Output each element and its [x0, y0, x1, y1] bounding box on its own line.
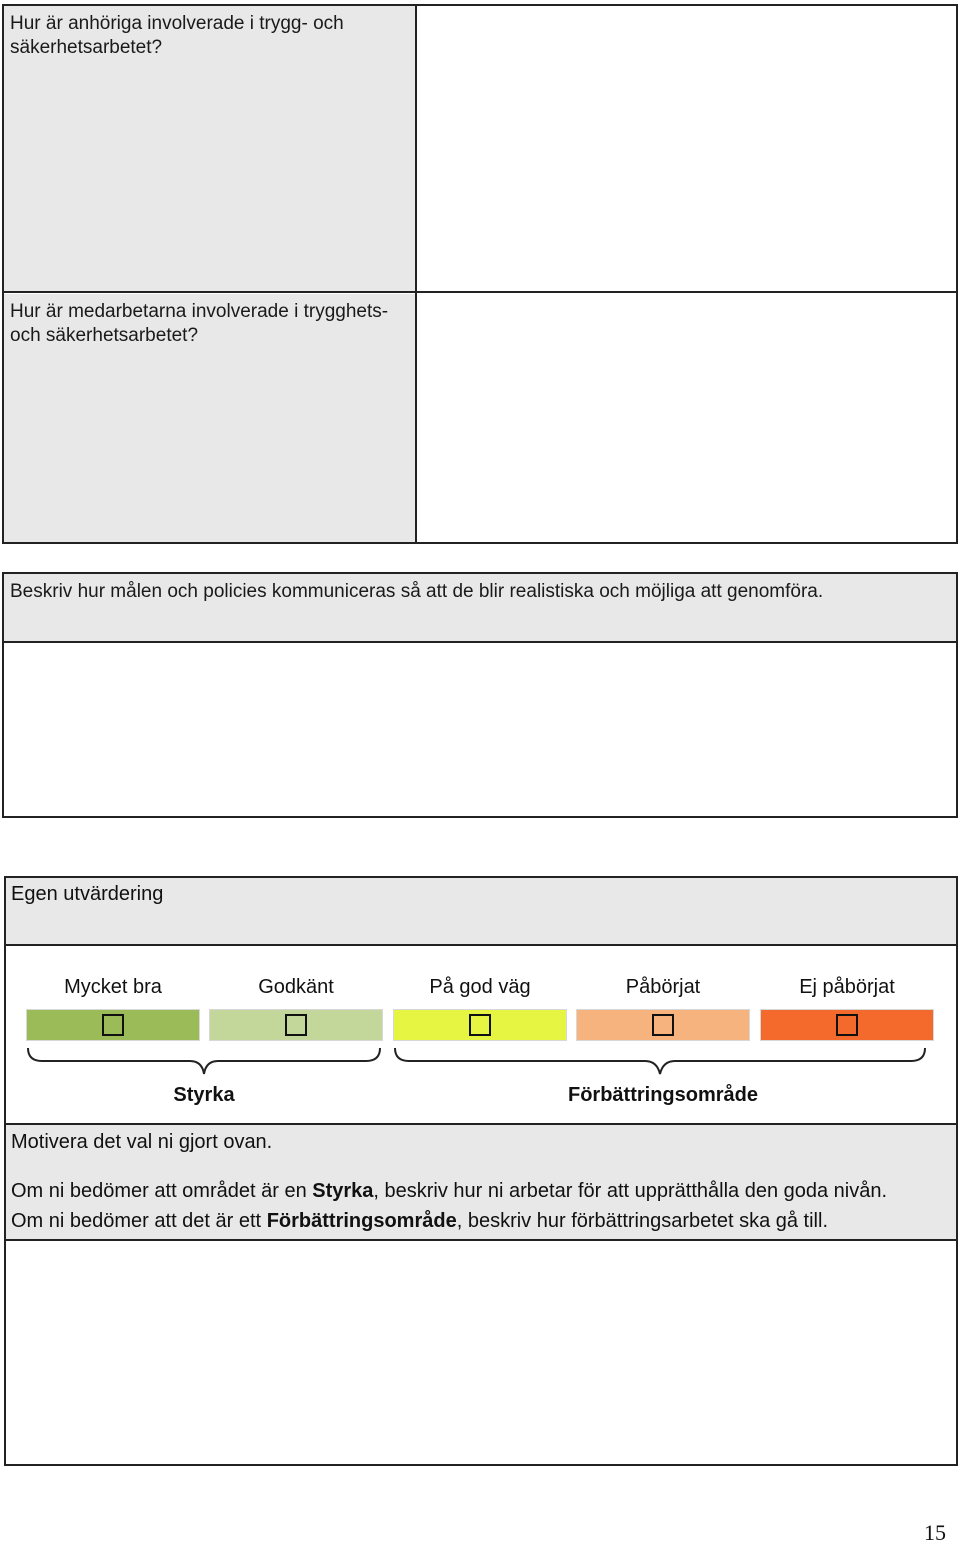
group-label-strength: Styrka: [173, 1084, 235, 1106]
group-label-improvement: Förbättringsområde: [567, 1084, 759, 1106]
scale-label-ej-paborjat: Ej påbörjat: [799, 976, 895, 998]
motivation-line1-bold: Styrka: [312, 1180, 374, 1202]
motivation-line-improvement: [11, 1206, 828, 1236]
scale-label-godkant: Godkänt: [258, 976, 334, 998]
scale-label-pa-god-vag: På god väg: [429, 976, 531, 998]
brace-improvement-icon: [393, 1044, 927, 1078]
motivation-line1-pre: Om ni bedömer att området är en: [11, 1180, 313, 1202]
table-row-divider: [2, 291, 958, 293]
motivation-line2-post: , beskriv hur förbättringsarbetet ska gå till.: [456, 1210, 828, 1232]
answer-field-goals[interactable]: [4, 643, 956, 816]
checkbox-pa-god-vag[interactable]: [469, 1014, 491, 1036]
table-vertical-divider: [415, 4, 417, 544]
checkbox-godkant[interactable]: [285, 1014, 307, 1036]
answer-field-relatives[interactable]: [418, 6, 956, 291]
question-goals: Beskriv hur målen och policies kommuniceras så att de blir realistiska och möjliga att genomföra.: [10, 581, 824, 602]
motivation-line2-bold: Förbättringsområde: [266, 1210, 457, 1232]
motivation-prompt: Motivera det val ni gjort ovan.: [11, 1131, 273, 1153]
evaluation-header-divider: [4, 944, 958, 946]
page-number: 15: [924, 1520, 946, 1545]
answer-field-employees[interactable]: [418, 294, 956, 542]
answer-field-motivation[interactable]: [6, 1241, 956, 1464]
scale-label-paborjat: Påbörjat: [625, 976, 701, 998]
question-employees: Hur är medarbetarna involverade i trygghets- och säkerhetsarbetet?: [10, 301, 389, 346]
evaluation-title: Egen utvärdering: [11, 883, 164, 905]
question-relatives: Hur är anhöriga involverade i trygg- och säkerhetsarbetet?: [10, 13, 344, 58]
motivation-line1-post: , beskriv hur ni arbetar för att upprätthålla den goda nivån.: [373, 1180, 888, 1202]
checkbox-ej-paborjat[interactable]: [836, 1014, 858, 1036]
motivation-line-strength: [11, 1176, 887, 1206]
checkbox-paborjat[interactable]: [652, 1014, 674, 1036]
checkbox-mycket-bra[interactable]: [102, 1014, 124, 1036]
motivation-line2-pre: Om ni bedömer att det är ett: [11, 1210, 267, 1232]
scale-label-mycket-bra: Mycket bra: [64, 976, 162, 998]
brace-strength-icon: [26, 1044, 382, 1078]
